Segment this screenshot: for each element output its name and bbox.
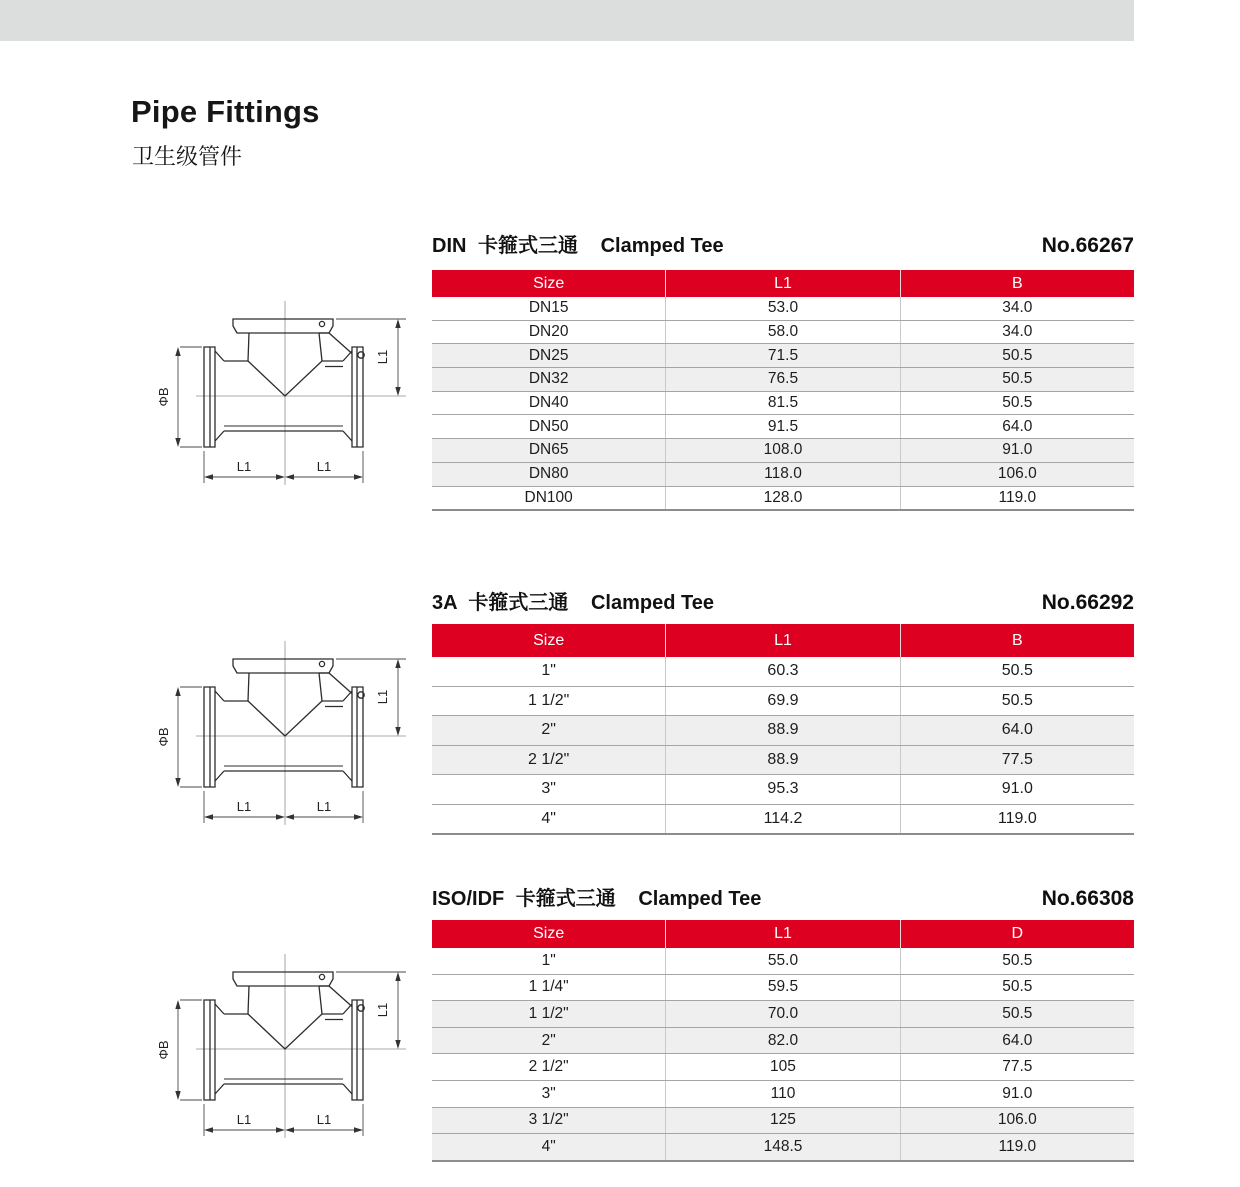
table-cell: 77.5: [900, 1054, 1134, 1080]
column-header-l1: L1: [665, 920, 899, 948]
section-header: [432, 232, 1134, 258]
table-cell: 91.0: [900, 775, 1134, 804]
table-cell: 4": [541, 1137, 556, 1155]
table-header-row: [432, 624, 1134, 657]
table-cell: 1": [541, 951, 556, 969]
table-body: [432, 297, 1134, 511]
table-cell: 2": [541, 721, 556, 739]
table-cell: 82.0: [665, 1028, 899, 1054]
table-row: [432, 367, 1134, 391]
table-body: [432, 657, 1134, 835]
table-cell: DN50: [528, 417, 569, 435]
table-cell: 53.0: [665, 297, 899, 320]
table-cell: 69.9: [665, 687, 899, 716]
table-row: [432, 774, 1134, 804]
table-cell: 50.5: [900, 392, 1134, 415]
section-title: [432, 882, 761, 911]
table-row: [432, 1027, 1134, 1054]
table-row: [432, 462, 1134, 486]
section-title: [432, 586, 714, 615]
catalog-number: No.66267: [1041, 234, 1134, 257]
table-cell: 70.0: [665, 1001, 899, 1027]
table-cell: 1": [541, 662, 556, 680]
table-row: [432, 1000, 1134, 1027]
table-cell: 88.9: [665, 746, 899, 775]
table-cell: 119.0: [900, 487, 1134, 510]
table-cell: 1 1/4": [528, 978, 569, 996]
table-row: [432, 391, 1134, 415]
table-cell: 88.9: [665, 716, 899, 745]
column-header-b: B: [900, 270, 1134, 297]
column-header-l1: L1: [665, 624, 899, 657]
table-cell: 114.2: [665, 805, 899, 834]
section-title-cn: 卡箍式三通: [468, 592, 569, 614]
table-cell: DN40: [528, 394, 569, 412]
table-cell: 50.5: [900, 1001, 1134, 1027]
table-row: [432, 486, 1134, 512]
page-title: Pipe Fittings: [131, 94, 320, 129]
table-row: [432, 1107, 1134, 1134]
table-row: [432, 1080, 1134, 1107]
catalog-number: No.66292: [1041, 591, 1134, 614]
table-cell: 34.0: [900, 297, 1134, 320]
column-header-l1: L1: [665, 270, 899, 297]
table-cell: 118.0: [665, 463, 899, 486]
table-row: [432, 686, 1134, 716]
table-row: [432, 974, 1134, 1001]
section-title-cn: 卡箍式三通: [478, 235, 579, 257]
table-cell: 3": [541, 780, 556, 798]
column-header-b: B: [900, 624, 1134, 657]
table-cell: 2 1/2": [528, 1058, 569, 1076]
table-row: [432, 715, 1134, 745]
table-row: [432, 745, 1134, 775]
table-row: [432, 297, 1134, 320]
column-header-size: Size: [533, 925, 565, 942]
section-title-en: Clamped Tee: [638, 888, 762, 910]
table-header-row: [432, 270, 1134, 297]
section-title: [432, 229, 724, 258]
table-cell: 105: [665, 1054, 899, 1080]
table-section-3a: [432, 589, 1134, 835]
table-cell: 76.5: [665, 368, 899, 391]
table-cell: 77.5: [900, 746, 1134, 775]
table-cell: 50.5: [900, 687, 1134, 716]
table-cell: 64.0: [900, 415, 1134, 438]
table-cell: 71.5: [665, 344, 899, 367]
catalog-number: No.66308: [1041, 887, 1134, 910]
standard-name: 3A: [432, 592, 457, 614]
table-cell: DN20: [528, 323, 569, 341]
table-header-row: [432, 920, 1134, 948]
table-row: [432, 414, 1134, 438]
table-cell: 3 1/2": [528, 1111, 569, 1129]
table-cell: 119.0: [900, 1134, 1134, 1160]
table-cell: DN32: [528, 370, 569, 388]
table-cell: 4": [541, 809, 556, 827]
table-row: [432, 343, 1134, 367]
table-cell: 1 1/2": [528, 1004, 569, 1022]
table-row: [432, 948, 1134, 974]
table-cell: 3": [541, 1084, 556, 1102]
table-row: [432, 657, 1134, 686]
table-section-iso-idf: [432, 885, 1134, 1162]
table-cell: 60.3: [665, 657, 899, 686]
table-cell: 58.0: [665, 321, 899, 344]
table-cell: 1 1/2": [528, 691, 570, 709]
table-cell: 34.0: [900, 321, 1134, 344]
page-subtitle-cn: 卫生级管件: [132, 144, 243, 169]
column-header-size: Size: [533, 274, 565, 292]
table-row: [432, 1053, 1134, 1080]
section-header: [432, 885, 1134, 911]
table-cell: 2": [541, 1031, 556, 1049]
table-cell: 119.0: [900, 805, 1134, 834]
table-cell: DN80: [528, 465, 569, 483]
section-title-cn: 卡箍式三通: [515, 888, 616, 910]
standard-name: DIN: [432, 235, 467, 257]
section-title-en: Clamped Tee: [590, 592, 714, 614]
tee-technical-drawing: [140, 635, 432, 833]
column-header-d: D: [900, 920, 1134, 948]
table-cell: DN15: [528, 299, 569, 317]
table-cell: DN100: [524, 488, 573, 506]
table-cell: 91.5: [665, 415, 899, 438]
table-body: [432, 948, 1134, 1162]
table-cell: 106.0: [900, 1108, 1134, 1134]
header-band: [0, 0, 1134, 41]
table-cell: 106.0: [900, 463, 1134, 486]
table-section-din: [432, 232, 1134, 511]
table-cell: 108.0: [665, 439, 899, 462]
tee-technical-drawing: [140, 295, 432, 493]
table-cell: 110: [665, 1081, 899, 1107]
table-cell: 50.5: [900, 948, 1134, 974]
table-row: [432, 1133, 1134, 1162]
tee-technical-drawing: [140, 948, 432, 1146]
table-cell: 128.0: [665, 487, 899, 510]
table-cell: 2 1/2": [528, 750, 570, 768]
section-header: [432, 589, 1134, 615]
table-cell: 50.5: [900, 657, 1134, 686]
table-cell: 91.0: [900, 439, 1134, 462]
table-cell: 125: [665, 1108, 899, 1134]
table-cell: 95.3: [665, 775, 899, 804]
section-title-en: Clamped Tee: [600, 235, 724, 257]
table-cell: 50.5: [900, 344, 1134, 367]
table-cell: 64.0: [900, 1028, 1134, 1054]
table-cell: 91.0: [900, 1081, 1134, 1107]
table-row: [432, 804, 1134, 836]
table-cell: 55.0: [665, 948, 899, 974]
table-cell: 50.5: [900, 975, 1134, 1001]
table-cell: 148.5: [665, 1134, 899, 1160]
table-cell: 81.5: [665, 392, 899, 415]
table-cell: DN25: [528, 346, 569, 364]
column-header-size: Size: [533, 631, 565, 649]
table-cell: DN65: [528, 441, 569, 459]
table-row: [432, 438, 1134, 462]
standard-name: ISO/IDF: [432, 888, 505, 910]
table-row: [432, 320, 1134, 344]
table-cell: 64.0: [900, 716, 1134, 745]
table-cell: 50.5: [900, 368, 1134, 391]
table-cell: 59.5: [665, 975, 899, 1001]
